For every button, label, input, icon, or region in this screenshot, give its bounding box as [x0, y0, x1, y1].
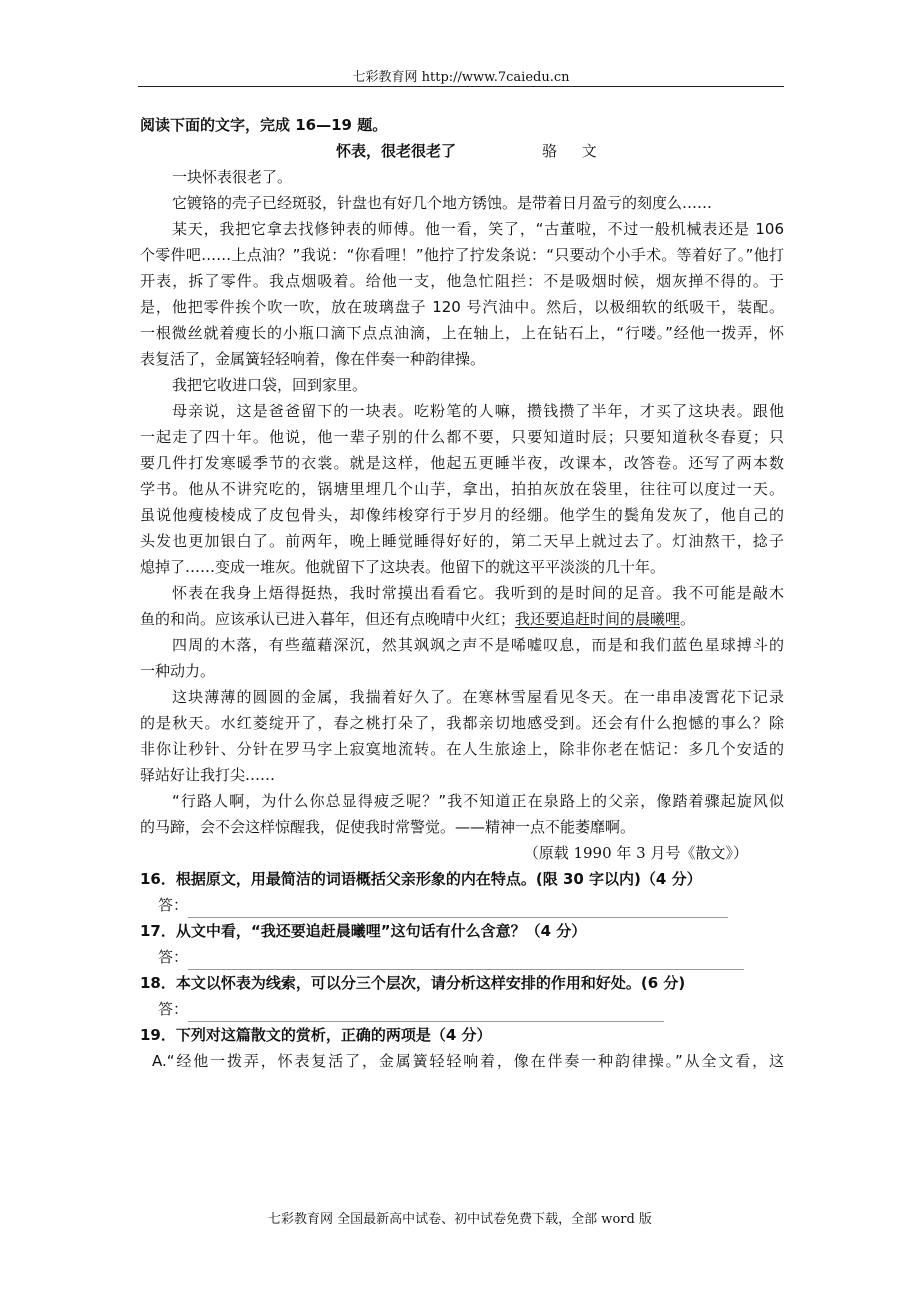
answer-line-16[interactable]	[188, 899, 728, 918]
question-17: 17．从文中看，“我还要追赶晨曦哩”这句话有什么含意？（4 分）	[140, 922, 587, 940]
paragraph-line: 四周的木落，有些蕴藉深沉，然其飒飒之声不是唏嘘叹息，而是和我们蓝色星球搏斗的	[172, 636, 784, 654]
paragraph-line: 一块怀表很老了。	[172, 168, 293, 186]
question-16: 16．根据原文，用最简洁的词语概括父亲形象的内在特点。(限 30 字以内)（4 分）	[140, 870, 702, 888]
answer-line-17[interactable]	[188, 951, 744, 970]
answer-row-16	[140, 892, 784, 918]
document-body	[140, 112, 784, 1074]
reading-instruction: 阅读下面的文字，完成 16—19 题。	[140, 116, 388, 134]
paragraph-line: 一根微丝就着瘦长的小瓶口滴下点点油滴，上在轴上，上在钻石上，“行喽。”经他一拨弄，怀	[140, 324, 784, 342]
article-source: （原载 1990 年 3 月号《散文》）	[523, 844, 748, 862]
paragraph-line: 的马蹄，会不会这样惊醒我，促使我时常警觉。——精神一点不能萎靡啊。	[140, 818, 636, 836]
paragraph-line: 某天，我把它拿去找修钟表的师傅。他一看，笑了，“古董啦，不过一般机械表还是 106	[172, 220, 784, 238]
paragraph-line: 要几件打发寒暖季节的衣裳。就是这样，他起五更睡半夜，改课本，改答卷。还写了两本数	[140, 454, 784, 472]
question-19: 19．下列对这篇散文的赏析，正确的两项是（4 分）	[140, 1026, 492, 1044]
paragraph-line: 学书。他从不讲究吃的，锅塘里埋几个山芋，拿出，拍拍灰放在袋里，往往可以度过一天。	[140, 480, 784, 498]
paragraph-line: 个零件吧……上点油？”我说：“你看哩！”他拧了拧发条说：“只要动个小手术。等着好了。”他打	[140, 246, 784, 264]
line-text: 。	[680, 610, 696, 628]
answer-label: 答：	[158, 948, 189, 966]
answer-row-17	[140, 944, 784, 970]
paragraph-line: 表复活了，金属簧轻轻响着，像在伴奏一种韵律操。	[140, 350, 486, 368]
paragraph-line: 的是秋天。水红菱绽开了，春之桃打朵了，我都亲切地感受到。还会有什么抱憾的事么？除	[140, 714, 784, 732]
page-header: 七彩教育网 http://www.7caiedu.cn	[352, 70, 570, 85]
paragraph-line: 熄掉了……变成一堆灰。他就留下了这块表。他留下的就这平平淡淡的几十年。	[140, 558, 666, 576]
underlined-sentence: 我还要追赶时间的晨曦哩	[515, 610, 681, 628]
answer-label: 答：	[158, 1000, 189, 1018]
answer-line-18[interactable]	[188, 1003, 664, 1022]
paragraph-line: 一种动力。	[140, 662, 216, 680]
line-text: 鱼的和尚。应该承认已进入暮年，但还有点晚晴中火红；	[140, 610, 516, 628]
paragraph-line: 是，他把零件挨个吹一吹，放在玻璃盘子 120 号汽油中。然后，以极细软的纸吸干，装配。	[140, 298, 784, 316]
article-title: 怀表，很老很老了	[336, 142, 457, 160]
paragraph-line: 开表，拆了零件。我点烟吸着。给他一支，他急忙阻拦：不是吸烟时候，烟灰掸不得的。于	[140, 272, 784, 290]
paragraph-line: 母亲说，这是爸爸留下的一块表。吃粉笔的人嘛，攒钱攒了半年，才买了这块表。跟他	[172, 402, 784, 420]
article-title-row	[140, 138, 784, 164]
option-a: A.“经他一拨弄，怀表复活了，金属簧轻轻响着，像在伴奏一种韵律操。”从全文看，这	[152, 1052, 784, 1070]
question-18: 18．本文以怀表为线索，可以分三个层次，请分析这样安排的作用和好处。(6 分)	[140, 974, 686, 992]
paragraph-line: 虽说他瘦棱棱成了皮包骨头，却像纬梭穿行于岁月的经绷。他学生的鬓角发灰了，他自己的	[140, 506, 784, 524]
paragraph-line: 这块薄薄的圆圆的金属，我揣着好久了。在寒林雪屋看见冬天。在一串串凌霄花下记录	[172, 688, 784, 706]
paragraph-line: 一起走了四十年。他说，他一辈子别的什么都不要，只要知道时辰；只要知道秋冬春夏；只	[140, 428, 784, 446]
paragraph-line: 非你让秒针、分针在罗马字上寂寞地流转。在人生旅途上，除非你老在惦记：多几个安适的	[140, 740, 784, 758]
answer-row-18	[140, 996, 784, 1022]
article-author: 骆 文	[542, 142, 607, 160]
header-rule	[138, 86, 784, 87]
answer-label: 答：	[158, 896, 189, 914]
paragraph-line	[140, 606, 784, 632]
paragraph-line: 驿站好让我打尖……	[140, 766, 276, 784]
page-footer: 七彩教育网 全国最新高中试卷、初中试卷免费下载，全部 word 版	[268, 1212, 652, 1227]
paragraph-line: 它镀铬的壳子已经斑驳，针盘也有好几个地方锈蚀。是带着日月盈亏的刻度么……	[172, 194, 713, 212]
paragraph-line: “行路人啊，为什么你总显得疲乏呢？”我不知道正在泉路上的父亲，像踏着骤起旋风似	[172, 792, 784, 810]
paragraph-line: 头发也更加银白了。前两年，晚上睡觉睡得好好的，第二天早上就过去了。灯油熬干，捻子	[140, 532, 784, 550]
paragraph-line: 我把它收进口袋，回到家里。	[172, 376, 368, 394]
paragraph-line: 怀表在我身上焐得挺热，我时常摸出看看它。我听到的是时间的足音。我不可能是敲木	[172, 584, 784, 602]
